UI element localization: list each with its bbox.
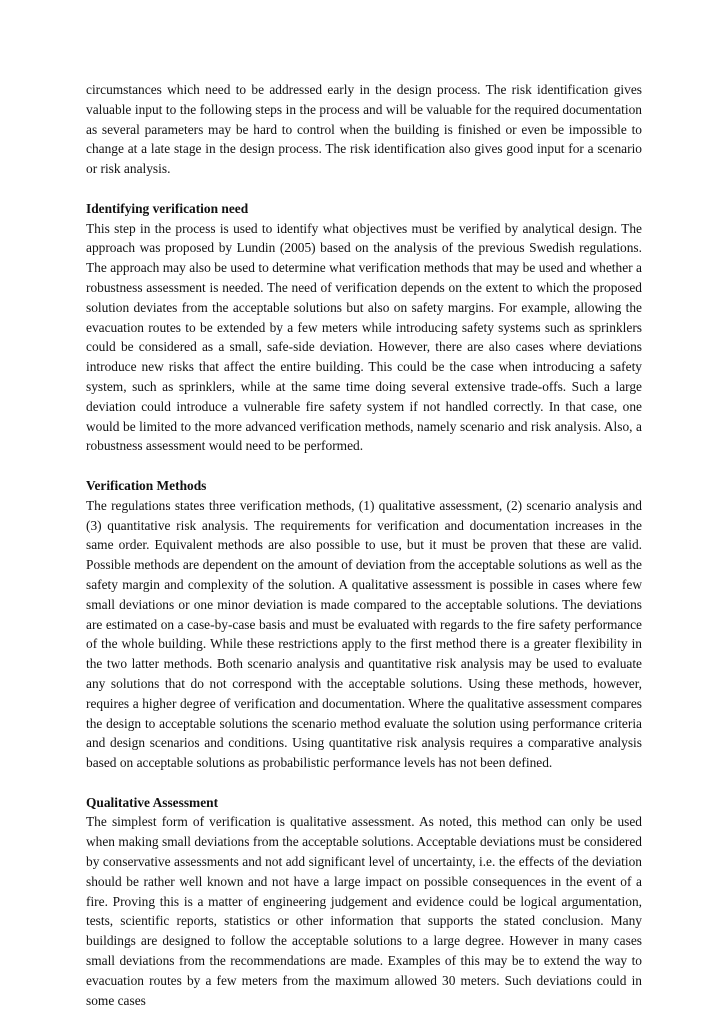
section-qualitative-assessment xyxy=(86,793,642,1011)
section-body: The regulations states three verification methods, (1) qualitative assessment, (2) scenario analysis and (3) quantitative risk analysis. The requirements for verification and documentation increases in the same order. Equivalent methods are also possible to use, but it must be proven that these are valid. Possible methods are dependent on the amount of deviation from the acceptable solutions as well as the safety margin and complexity of the solution. A qualitative assessment is possible in cases where few small deviations or one minor deviation is made compared to the acceptable solutions. The deviations are estimated on a case-by-case basis and must be evaluated with regards to the fire safety performance of the whole building. While these restrictions apply to the first method there is a greater flexibility in the two latter methods. Both scenario analysis and quantitative risk analysis may be used to evaluate any solutions that do not correspond with the acceptable solutions. Using these methods, however, requires a higher degree of verification and documentation. Where the qualitative assessment compares the design to acceptable solutions the scenario method evaluate the solution using performance criteria and design scenarios and conditions. Using quantitative risk analysis requires a comparative analysis based on acceptable solutions as probabilistic performance levels has not been defined. xyxy=(86,497,642,771)
section-heading: Verification Methods xyxy=(86,477,207,493)
section-heading: Identifying verification need xyxy=(86,200,249,216)
intro-paragraph: circumstances which need to be addressed early in the design process. The risk identification gives valuable input to the following steps in the process and will be valuable for the required documentation as several parameters may be hard to control when the building is finished or even be impossible to change at a late stage in the design process. The risk identification also gives good input for a scenario or risk analysis. xyxy=(86,82,642,177)
section-verification-methods xyxy=(86,476,642,773)
section-body: The simplest form of verification is qualitative assessment. As noted, this method can only be used when making small deviations from the acceptable solutions. Acceptable deviations must be considered by conservative assessments and not add significant level of uncertainty, i.e. the effects of the deviation should be rather well known and not have a large impact on possible consequences in the event of a fire. Proving this is a matter of engineering judgement and evidence could be logical argumentation, tests, scientific reports, statistics or other information that supports the stated conclusion. Many buildings are designed to follow the acceptable solutions to a large degree. However in many cases small deviations from the recommendations are made. Examples of this may be to extend the way to evacuation routes by a few meters from the maximum allowed 30 meters. Such deviations could in some cases xyxy=(86,814,642,1008)
section-identifying-verification-need xyxy=(86,199,642,456)
document-page xyxy=(86,80,642,1010)
section-body: This step in the process is used to identify what objectives must be verified by analytical design. The approach was proposed by Lundin (2005) based on the analysis of the previous Swedish regulations. The approach may also be used to determine what verification methods that may be used and whether a robustness assessment is needed. The need of verification depends on the extent to which the proposed solution deviates from the acceptable solutions but also on safety margins. For example, allowing the evacuation routes to be extended by a few meters while introducing safety systems such as sprinklers could be considered as a small, safe-side deviation. However, there are also cases where deviations introduce new risks that affect the entire building. This could be the case when introducing a safety system, such as sprinklers, while at the same time doing several extensive trade-offs. Such a large deviation could introduce a vulnerable fire safety system if not handled correctly. In that case, one would be limited to the more advanced verification methods, namely scenario and risk analysis. Also, a robustness assessment would need to be performed. xyxy=(86,220,642,454)
section-heading: Qualitative Assessment xyxy=(86,794,219,810)
